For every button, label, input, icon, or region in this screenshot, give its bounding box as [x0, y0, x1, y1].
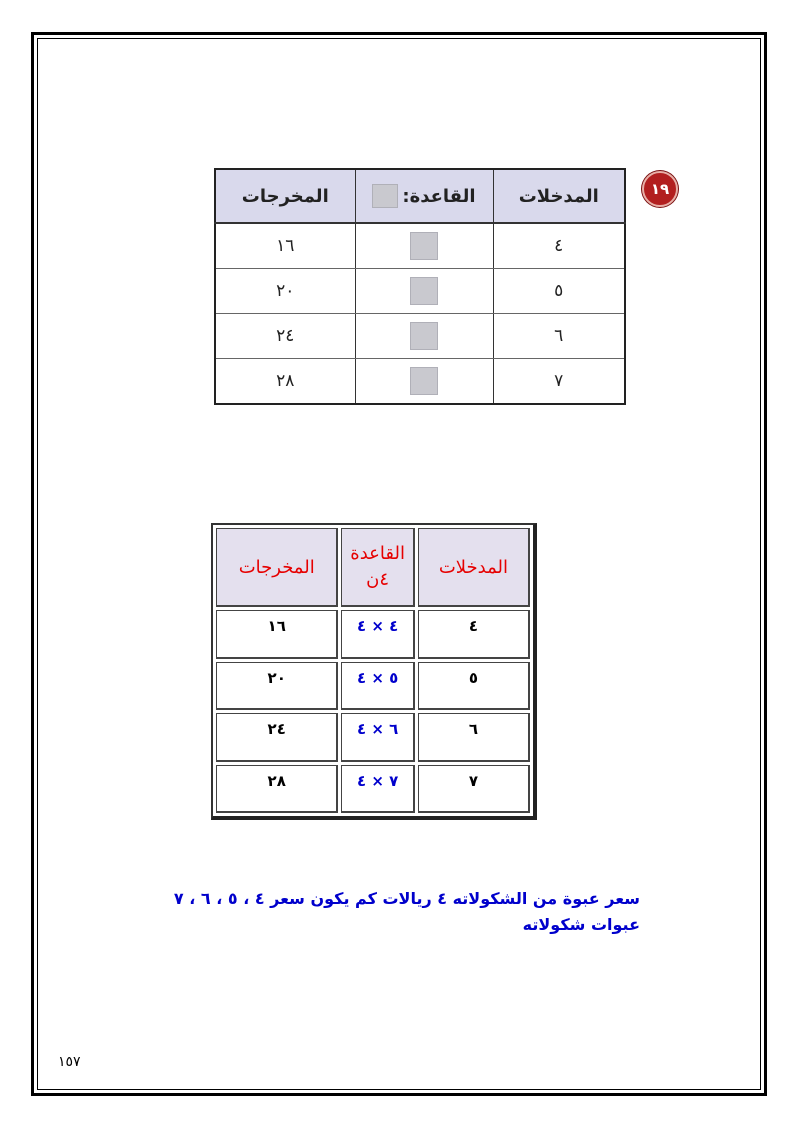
problem-number: ١٩	[650, 180, 670, 198]
blank-box	[410, 232, 438, 260]
output-cell: ٢٤	[215, 314, 355, 359]
output-cell: ٢٠	[216, 662, 338, 711]
table-header-row	[216, 528, 530, 607]
problem-number-badge	[642, 171, 678, 207]
input-cell: ٦	[493, 314, 625, 359]
table-row	[215, 314, 625, 359]
output-cell: ١٦	[215, 223, 355, 269]
output-cell: ٢٨	[216, 765, 338, 814]
page-number: ١٥٧	[58, 1054, 81, 1070]
rule-cell	[355, 359, 493, 405]
table-row	[216, 662, 530, 711]
table-row	[215, 269, 625, 314]
blank-box	[410, 322, 438, 350]
table-row	[215, 223, 625, 269]
rule-cell: ٥ × ٤	[341, 662, 414, 711]
rule-header	[341, 528, 414, 607]
rule-header-label: القاعدة:	[402, 185, 476, 207]
input-cell: ٥	[418, 662, 530, 711]
rule-cell: ٧ × ٤	[341, 765, 414, 814]
blank-box	[372, 184, 398, 208]
input-cell: ٤	[418, 610, 530, 659]
table-row	[215, 359, 625, 405]
rule-cell: ٤ × ٤	[341, 610, 414, 659]
table-row	[216, 610, 530, 659]
output-cell: ٢٤	[216, 713, 338, 762]
word-problem-line-1: سعر عبوة من الشكولاته ٤ ريالات كم يكون سعر ٤ ، ٥ ، ٦ ، ٧	[173, 889, 640, 908]
rule-header	[355, 169, 493, 223]
table-row	[216, 713, 530, 762]
rule-expression: ٤ن	[366, 569, 390, 590]
rule-header-label: القاعدة	[350, 543, 405, 564]
outputs-header: المخرجات	[216, 528, 338, 607]
outputs-header: المخرجات	[215, 169, 355, 223]
word-problem-line-2: عبوات شكولاته	[522, 915, 640, 934]
rule-cell	[355, 314, 493, 359]
blank-box	[410, 367, 438, 395]
input-cell: ٦	[418, 713, 530, 762]
inputs-header: المدخلات	[418, 528, 530, 607]
function-table-original	[214, 168, 626, 405]
inputs-header: المدخلات	[493, 169, 625, 223]
rule-cell: ٦ × ٤	[341, 713, 414, 762]
output-cell: ٢٨	[215, 359, 355, 405]
function-table-solved	[213, 525, 533, 816]
table-header-row	[215, 169, 625, 223]
table-row	[216, 765, 530, 814]
rule-cell	[355, 269, 493, 314]
rule-cell	[355, 223, 493, 269]
function-table-solved-frame	[211, 523, 537, 820]
input-cell: ٥	[493, 269, 625, 314]
output-cell: ١٦	[216, 610, 338, 659]
input-cell: ٧	[418, 765, 530, 814]
blank-box	[410, 277, 438, 305]
output-cell: ٢٠	[215, 269, 355, 314]
input-cell: ٤	[493, 223, 625, 269]
word-problem	[120, 886, 640, 938]
input-cell: ٧	[493, 359, 625, 405]
